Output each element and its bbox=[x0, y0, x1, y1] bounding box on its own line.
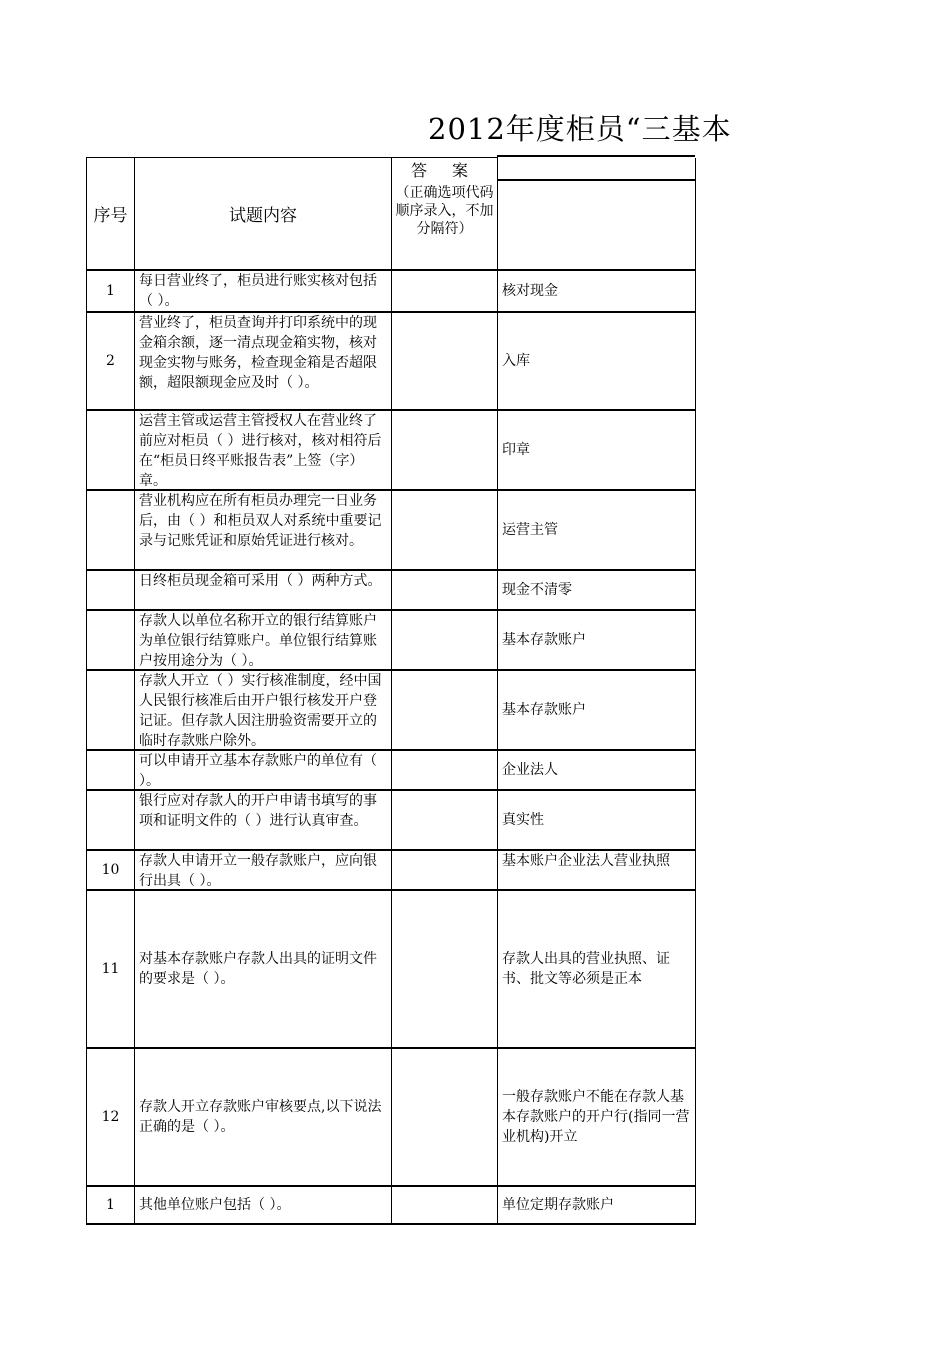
answer-cell[interactable] bbox=[392, 750, 498, 790]
header-seq: 序号 bbox=[87, 158, 135, 270]
row-option: 运营主管 bbox=[502, 521, 558, 538]
row-option: 现金不清零 bbox=[502, 581, 572, 598]
answer-cell[interactable] bbox=[392, 490, 498, 570]
row-seq bbox=[87, 570, 135, 610]
answer-cell[interactable] bbox=[392, 890, 498, 1048]
row-question: 存款人申请开立一般存款账户，应向银行出具（ ）。 bbox=[139, 852, 377, 889]
row-seq bbox=[87, 610, 135, 670]
row-option: 单位定期存款账户 bbox=[502, 1196, 614, 1213]
answer-cell[interactable] bbox=[392, 610, 498, 670]
answer-cell[interactable] bbox=[392, 850, 498, 890]
row-seq bbox=[87, 670, 135, 750]
row-seq: 11 bbox=[87, 890, 135, 1048]
table-row bbox=[87, 490, 696, 570]
row-question: 存款人开立（ ）实行核准制度，经中国人民银行核准后由开户银行核发开户登记证。但存款人因注册验资需要开立的临时存款账户除外。 bbox=[139, 672, 382, 749]
answer-cell[interactable] bbox=[392, 790, 498, 850]
row-option: 一般存款账户不能在存款人基本存款账户的开户行(指同一营业机构)开立 bbox=[502, 1088, 690, 1145]
answer-cell[interactable] bbox=[392, 1186, 498, 1224]
row-seq: 12 bbox=[87, 1048, 135, 1186]
row-question: 对基本存款账户存款人出具的证明文件的要求是（ ）。 bbox=[139, 950, 377, 987]
row-option: 印章 bbox=[502, 441, 530, 458]
table-row bbox=[87, 670, 696, 750]
row-question: 日终柜员现金箱可采用（ ）两种方式。 bbox=[139, 572, 382, 589]
header-answer bbox=[392, 158, 498, 270]
answer-cell[interactable] bbox=[392, 1048, 498, 1186]
header-answer-note: （正确选项代码顺序录入，不加分隔符） bbox=[395, 185, 494, 237]
row-question: 银行应对存款人的开户申请书填写的事项和证明文件的（ ）进行认真审查。 bbox=[139, 792, 377, 829]
row-option: 存款人出具的营业执照、证书、批文等必须是正本 bbox=[502, 950, 670, 987]
row-seq bbox=[87, 410, 135, 490]
answer-cell[interactable] bbox=[392, 670, 498, 750]
table-row bbox=[87, 890, 696, 1048]
answer-cell[interactable] bbox=[392, 312, 498, 410]
row-question: 每日营业终了，柜员进行账实核对包括（ ）。 bbox=[139, 272, 377, 309]
row-option: 核对现金 bbox=[502, 282, 558, 299]
header-content: 试题内容 bbox=[135, 158, 392, 270]
answer-cell[interactable] bbox=[392, 410, 498, 490]
header-answer-title: 答 案 bbox=[410, 161, 479, 180]
header-option-cell bbox=[498, 158, 696, 270]
row-question: 其他单位账户包括（ ）。 bbox=[139, 1196, 291, 1213]
row-question: 营业机构应在所有柜员办理完一日业务后，由（ ）和柜员双人对系统中重要记录与记账凭证和原始凭证进行核对。 bbox=[139, 492, 382, 549]
row-option: 基本存款账户 bbox=[502, 631, 586, 648]
row-question: 存款人以单位名称开立的银行结算账户为单位银行结算账户。单位银行结算账户按用途分为（ ）。 bbox=[139, 612, 377, 669]
table-row bbox=[87, 850, 696, 890]
answer-cell[interactable] bbox=[392, 570, 498, 610]
row-option: 企业法人 bbox=[502, 761, 558, 778]
table-row bbox=[87, 1048, 696, 1186]
answer-cell[interactable] bbox=[392, 270, 498, 312]
row-option: 基本账户企业法人营业执照 bbox=[502, 852, 670, 869]
row-seq: 1 bbox=[87, 270, 135, 312]
row-seq: 1 bbox=[87, 1186, 135, 1224]
table-row bbox=[87, 312, 696, 410]
row-question: 存款人开立存款账户审核要点,以下说法正确的是（ ）。 bbox=[139, 1098, 382, 1135]
table-row bbox=[87, 410, 696, 490]
table-row bbox=[87, 1186, 696, 1224]
row-seq bbox=[87, 490, 135, 570]
table-row bbox=[87, 570, 696, 610]
row-seq bbox=[87, 790, 135, 850]
sheet-title: 2012年度柜员“三基本 bbox=[428, 112, 732, 146]
header-row bbox=[87, 158, 696, 270]
question-table bbox=[86, 157, 696, 1225]
row-question: 运营主管或运营主管授权人在营业终了前应对柜员（ ）进行核对，核对相符后在“柜员日终平账报告表”上签（字）章。 bbox=[139, 412, 382, 489]
table-row bbox=[87, 790, 696, 850]
row-seq: 10 bbox=[87, 850, 135, 890]
row-question: 可以申请开立基本存款账户的单位有（ ）。 bbox=[139, 752, 377, 789]
row-option: 入库 bbox=[502, 352, 530, 369]
row-seq: 2 bbox=[87, 312, 135, 410]
row-seq bbox=[87, 750, 135, 790]
row-option: 基本存款账户 bbox=[502, 701, 586, 718]
table-row bbox=[87, 610, 696, 670]
table-row bbox=[87, 270, 696, 312]
row-question: 营业终了，柜员查询并打印系统中的现金箱余额，逐一清点现金箱实物，核对现金实物与账务，检查现金箱是否超限额，超限额现金应及时（ ）。 bbox=[139, 314, 377, 391]
row-option: 真实性 bbox=[502, 811, 544, 828]
table-row bbox=[87, 750, 696, 790]
